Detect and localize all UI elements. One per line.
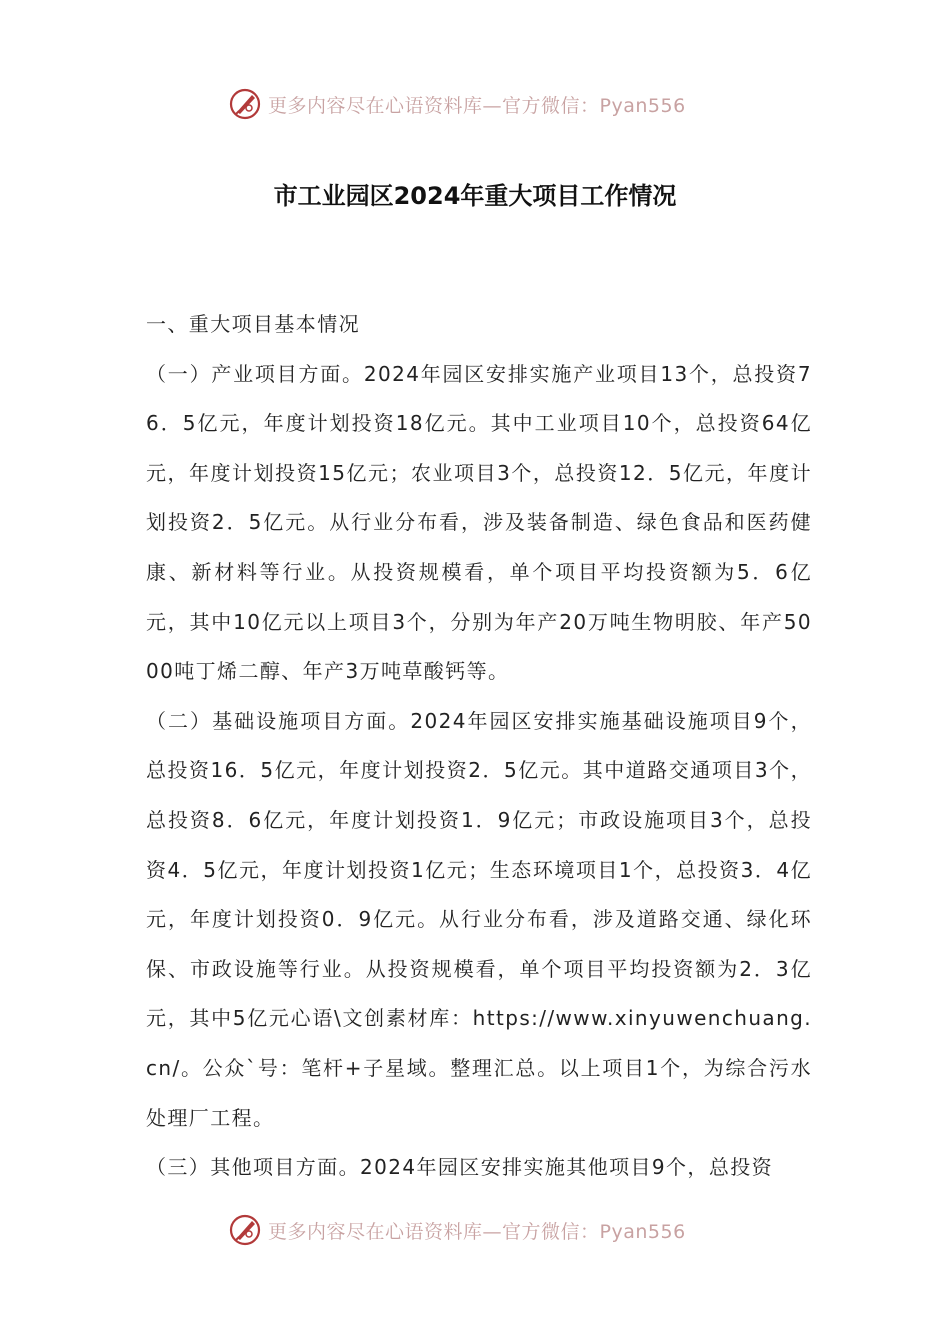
document-body <box>146 300 812 1193</box>
document-title: 市工业园区2024年重大项目工作情况 <box>273 182 677 210</box>
watermark-text: 更多内容尽在心语资料库—官方微信：Pyan556 <box>268 94 686 117</box>
header-watermark-banner <box>0 82 950 126</box>
section-heading: 一、重大项目基本情况 <box>146 312 360 336</box>
quill-pen-logo-icon <box>228 1213 262 1247</box>
paragraph-industrial-projects: （一）产业项目方面。2024年园区安排实施产业项目13个，总投资76．5亿元，年度计划投资18亿元。其中工业项目10个，总投资64亿元，年度计划投资15亿元；农业项目3个，总投资12．5亿元，年度计划投资2．5亿元。从行业分布看，涉及装备制造、绿色食品和医药健康、新材料等行业。从投资规模看，单个项目平均投资额为5．6亿元，其中10亿元以上项目3个，分别为年产20万吨生物明胶、年产5000吨丁烯二醇、年产3万吨草酸钙等。 <box>146 361 812 684</box>
watermark-text: 更多内容尽在心语资料库—官方微信：Pyan556 <box>268 1220 686 1243</box>
paragraph-infrastructure-projects: （二）基础设施项目方面。2024年园区安排实施基础设施项目9个，总投资16．5亿元，年度计划投资2．5亿元。其中道路交通项目3个，总投资8．6亿元，年度计划投资1．9亿元；市政设施项目3个，总投资4．5亿元，年度计划投资1亿元；生态环境项目1个，总投资3．4亿元，年度计划投资0．9亿元。从行业分布看，涉及道路交通、绿化环保、市政设施等行业。从投资规模看，单个项目平均投资额为2．3亿元，其中5亿元心语\文创素材库：https://www.xinyuwenchuang.cn/。公众`号：笔杆+子星域。整理汇总。以上项目1个，为综合污水处理厂工程。 <box>146 708 812 1130</box>
quill-pen-logo-icon <box>228 87 262 121</box>
paragraph-other-projects: （三）其他项目方面。2024年园区安排实施其他项目9个，总投资 <box>146 1155 774 1180</box>
footer-watermark-banner <box>0 1208 950 1252</box>
